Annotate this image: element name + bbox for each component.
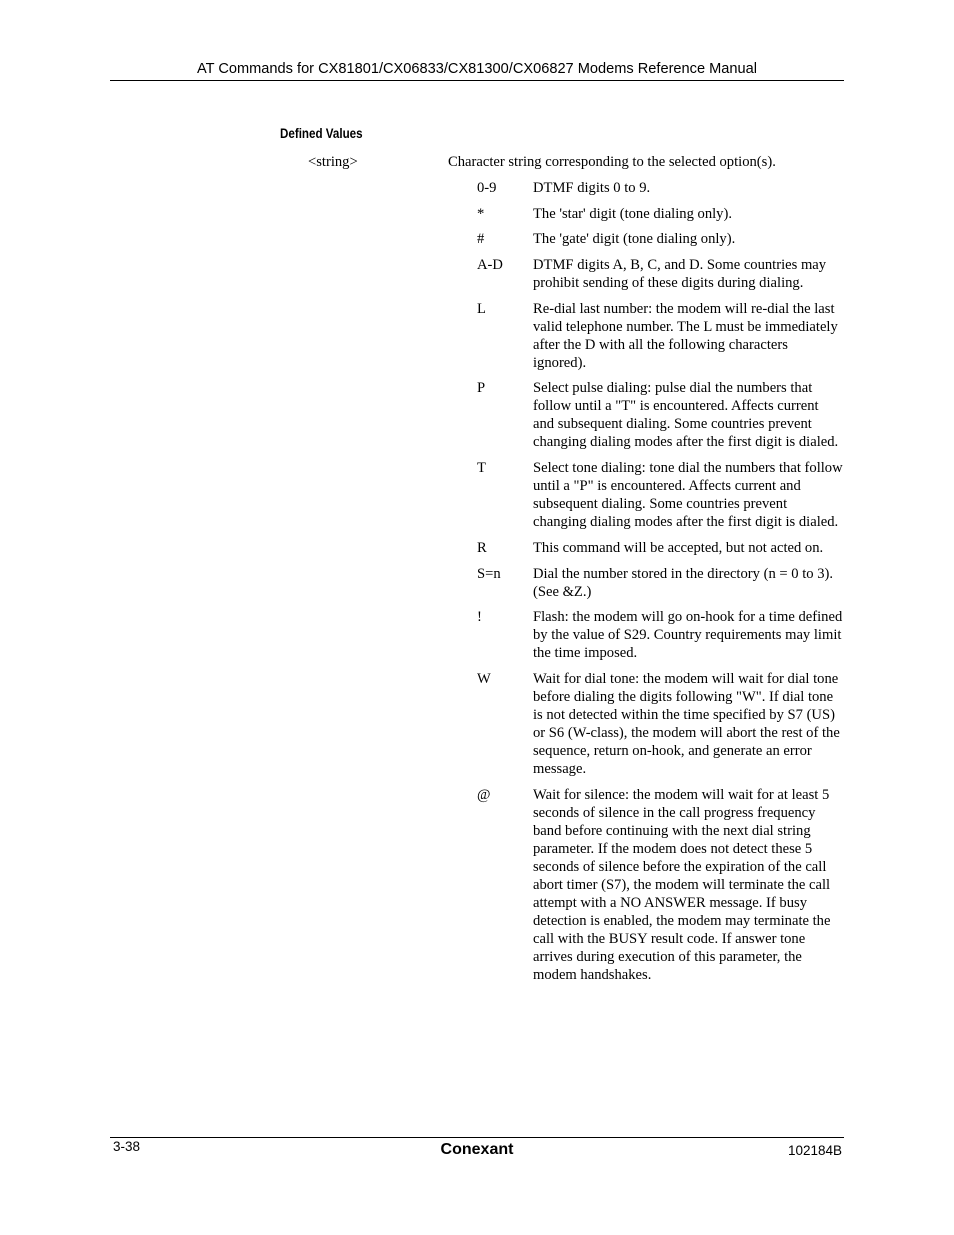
value-code: R <box>477 539 487 556</box>
value-item <box>477 179 847 197</box>
value-code: W <box>477 670 491 687</box>
value-code: A-D <box>477 257 503 274</box>
value-item <box>477 459 847 531</box>
value-item <box>477 205 847 223</box>
value-code: S=n <box>477 565 501 582</box>
value-description: DTMF digits A, B, C, and D. Some countries may prohibit sending of these digits during dialing. <box>533 257 827 292</box>
value-description: Dial the number stored in the directory (n = 0 to 3). (See &Z.) <box>533 565 834 600</box>
document-number: 102184B <box>787 1143 842 1158</box>
value-item <box>477 230 847 248</box>
value-item <box>477 608 847 662</box>
value-description: Select pulse dialing: pulse dial the numbers that follow until a "T" is encountered. Affects current and subsequent dialing. Some countries prevent changing dialing modes after the first digit is dialed. <box>533 380 839 451</box>
value-code: T <box>477 460 486 477</box>
value-code: # <box>477 231 485 248</box>
value-code: P <box>477 380 486 397</box>
value-code: ! <box>477 609 482 626</box>
section-heading: Defined Values <box>280 126 363 141</box>
value-item <box>477 670 847 778</box>
value-item <box>477 379 847 451</box>
value-item <box>477 300 847 372</box>
value-description: Wait for dial tone: the modem will wait for dial tone before dialing the digits following "W". If dial tone is not detected within the time specified by S7 (US) or S6 (W-class), the modem will abort the rest of the sequence, return on-hook, and generate an error message. <box>533 670 840 777</box>
parameter-description: Character string corresponding to the selected option(s). <box>448 154 776 170</box>
value-description: Wait for silence: the modem will wait for at least 5 seconds of silence in the call progress frequency band before continuing with the next dial string parameter. If the modem does not detect these 5 seconds of silence before the expiration of the call abort timer (S7), the modem will terminate the call attempt with a NO ANSWER message. If busy detection is enabled, the modem may terminate the call with the BUSY result code. If answer tone arrives during execution of this parameter, the modem handshakes. <box>533 786 831 983</box>
value-item <box>477 786 847 984</box>
value-code: * <box>477 205 485 222</box>
footer-rule <box>110 1137 844 1138</box>
value-description: The 'star' digit (tone dialing only). <box>533 205 732 222</box>
value-code: L <box>477 300 486 317</box>
parameter-name: <string> <box>308 154 358 170</box>
footer-brand: Conexant <box>440 1141 514 1158</box>
value-description: Re-dial last number: the modem will re-dial the last valid telephone number. The L must be immediately after the D with all the following characters ignored). <box>533 300 838 371</box>
value-item <box>477 539 847 557</box>
header-rule <box>110 80 844 81</box>
value-description: The 'gate' digit (tone dialing only). <box>533 231 736 248</box>
value-description: Flash: the modem will go on-hook for a time defined by the value of S29. Country requirements may limit the time imposed. <box>533 609 843 662</box>
value-item <box>477 256 847 292</box>
page-number: 3-38 <box>113 1139 141 1154</box>
value-description: Select tone dialing: tone dial the numbers that follow until a "P" is encountered. Affects current and subsequent dialing. Some countries prevent changing dialing modes after the first digit is dialed. <box>533 460 843 531</box>
running-header: AT Commands for CX81801/CX06833/CX81300/CX06827 Modems Reference Manual <box>196 61 757 77</box>
value-code: @ <box>477 786 491 803</box>
defined-values-list <box>477 179 847 991</box>
value-description: DTMF digits 0 to 9. <box>533 180 651 196</box>
value-description: This command will be accepted, but not acted on. <box>533 539 824 556</box>
value-code: 0-9 <box>477 180 497 196</box>
value-item <box>477 565 847 601</box>
